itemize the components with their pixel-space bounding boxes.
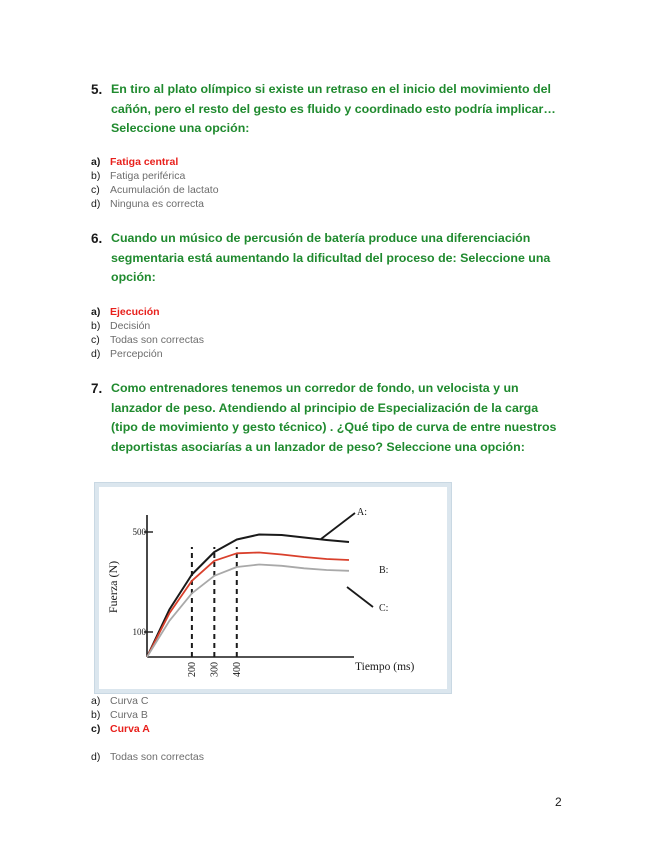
y-tick-label: 500 [132, 527, 146, 537]
question-number: 6. [91, 231, 103, 246]
options-q5 [91, 155, 219, 211]
question-text: Como entrenadores tenemos un corredor de fondo, un velocista y un lanzador de peso. Atendiendo al principio de Especialización de la carga (tipo de movimiento y gesto técnico) . ¿Qué tipo de curva de entre nuestros deportistas asociarías a un lanzador de peso? Seleccione una opción: [111, 381, 557, 454]
option-b[interactable]: b) Curva B [91, 709, 148, 721]
option-text: Ejecución [110, 306, 160, 318]
question-5 [91, 80, 561, 139]
option-text: Decisión [110, 320, 151, 332]
option-text: Todas son correctas [110, 334, 204, 346]
option-text: Curva B [110, 709, 148, 721]
question-text: Cuando un músico de percusión de batería produce una diferenciación segmentaria está aumentando la dificultad del proceso de: Seleccione una opción: [111, 231, 551, 284]
question-number: 7. [91, 381, 103, 396]
option-a[interactable]: a) Curva C [91, 695, 149, 707]
option-text: Ninguna es correcta [110, 198, 204, 210]
option-text: Fatiga central [110, 156, 179, 168]
y-tick-label: 100 [132, 627, 146, 637]
option-text: Todas son correctas [110, 751, 204, 763]
options-q7 [91, 694, 204, 764]
option-c[interactable]: c) Curva A [91, 723, 150, 735]
y-axis-label: Fuerza (N) [106, 560, 120, 614]
legend-label: B: [379, 565, 389, 576]
question-7 [91, 379, 561, 457]
page-number: 2 [555, 795, 562, 809]
option-a[interactable]: a) Ejecución [91, 306, 160, 318]
x-tick-label: 200 [186, 662, 198, 677]
option-text: Curva C [110, 695, 149, 707]
option-c[interactable]: c) Todas son correctas [91, 334, 204, 346]
option-b[interactable]: b) Fatiga periférica [91, 170, 186, 182]
x-tick-label: 400 [231, 662, 243, 677]
option-text: Fatiga periférica [110, 170, 186, 182]
question-text: En tiro al plato olímpico si existe un retraso en el inicio del movimiento del cañón, pero el resto del gesto es fluido y coordinado esto podría implicar… Seleccione una opción: [111, 82, 556, 135]
option-text: Percepción [110, 348, 163, 360]
option-a[interactable]: a) Fatiga central [91, 156, 179, 168]
option-d[interactable]: d) Percepción [91, 348, 163, 360]
legend-label: A: [357, 507, 367, 518]
option-b[interactable]: b) Decisión [91, 320, 151, 332]
option-c[interactable]: c) Acumulación de lactato [91, 184, 219, 196]
options-q6 [91, 305, 204, 361]
force-time-chart [99, 487, 447, 689]
option-d[interactable]: d) Ninguna es correcta [91, 198, 204, 210]
x-tick-label: 300 [209, 662, 221, 677]
force-time-figure [94, 482, 452, 694]
question-number: 5. [91, 82, 103, 97]
x-axis-label: Tiempo (ms) [355, 661, 415, 673]
option-text: Acumulación de lactato [110, 184, 219, 196]
option-d[interactable]: d) Todas son correctas [91, 751, 204, 763]
option-text: Curva A [110, 723, 150, 735]
question-6 [91, 229, 561, 288]
legend-label: C: [379, 603, 389, 614]
